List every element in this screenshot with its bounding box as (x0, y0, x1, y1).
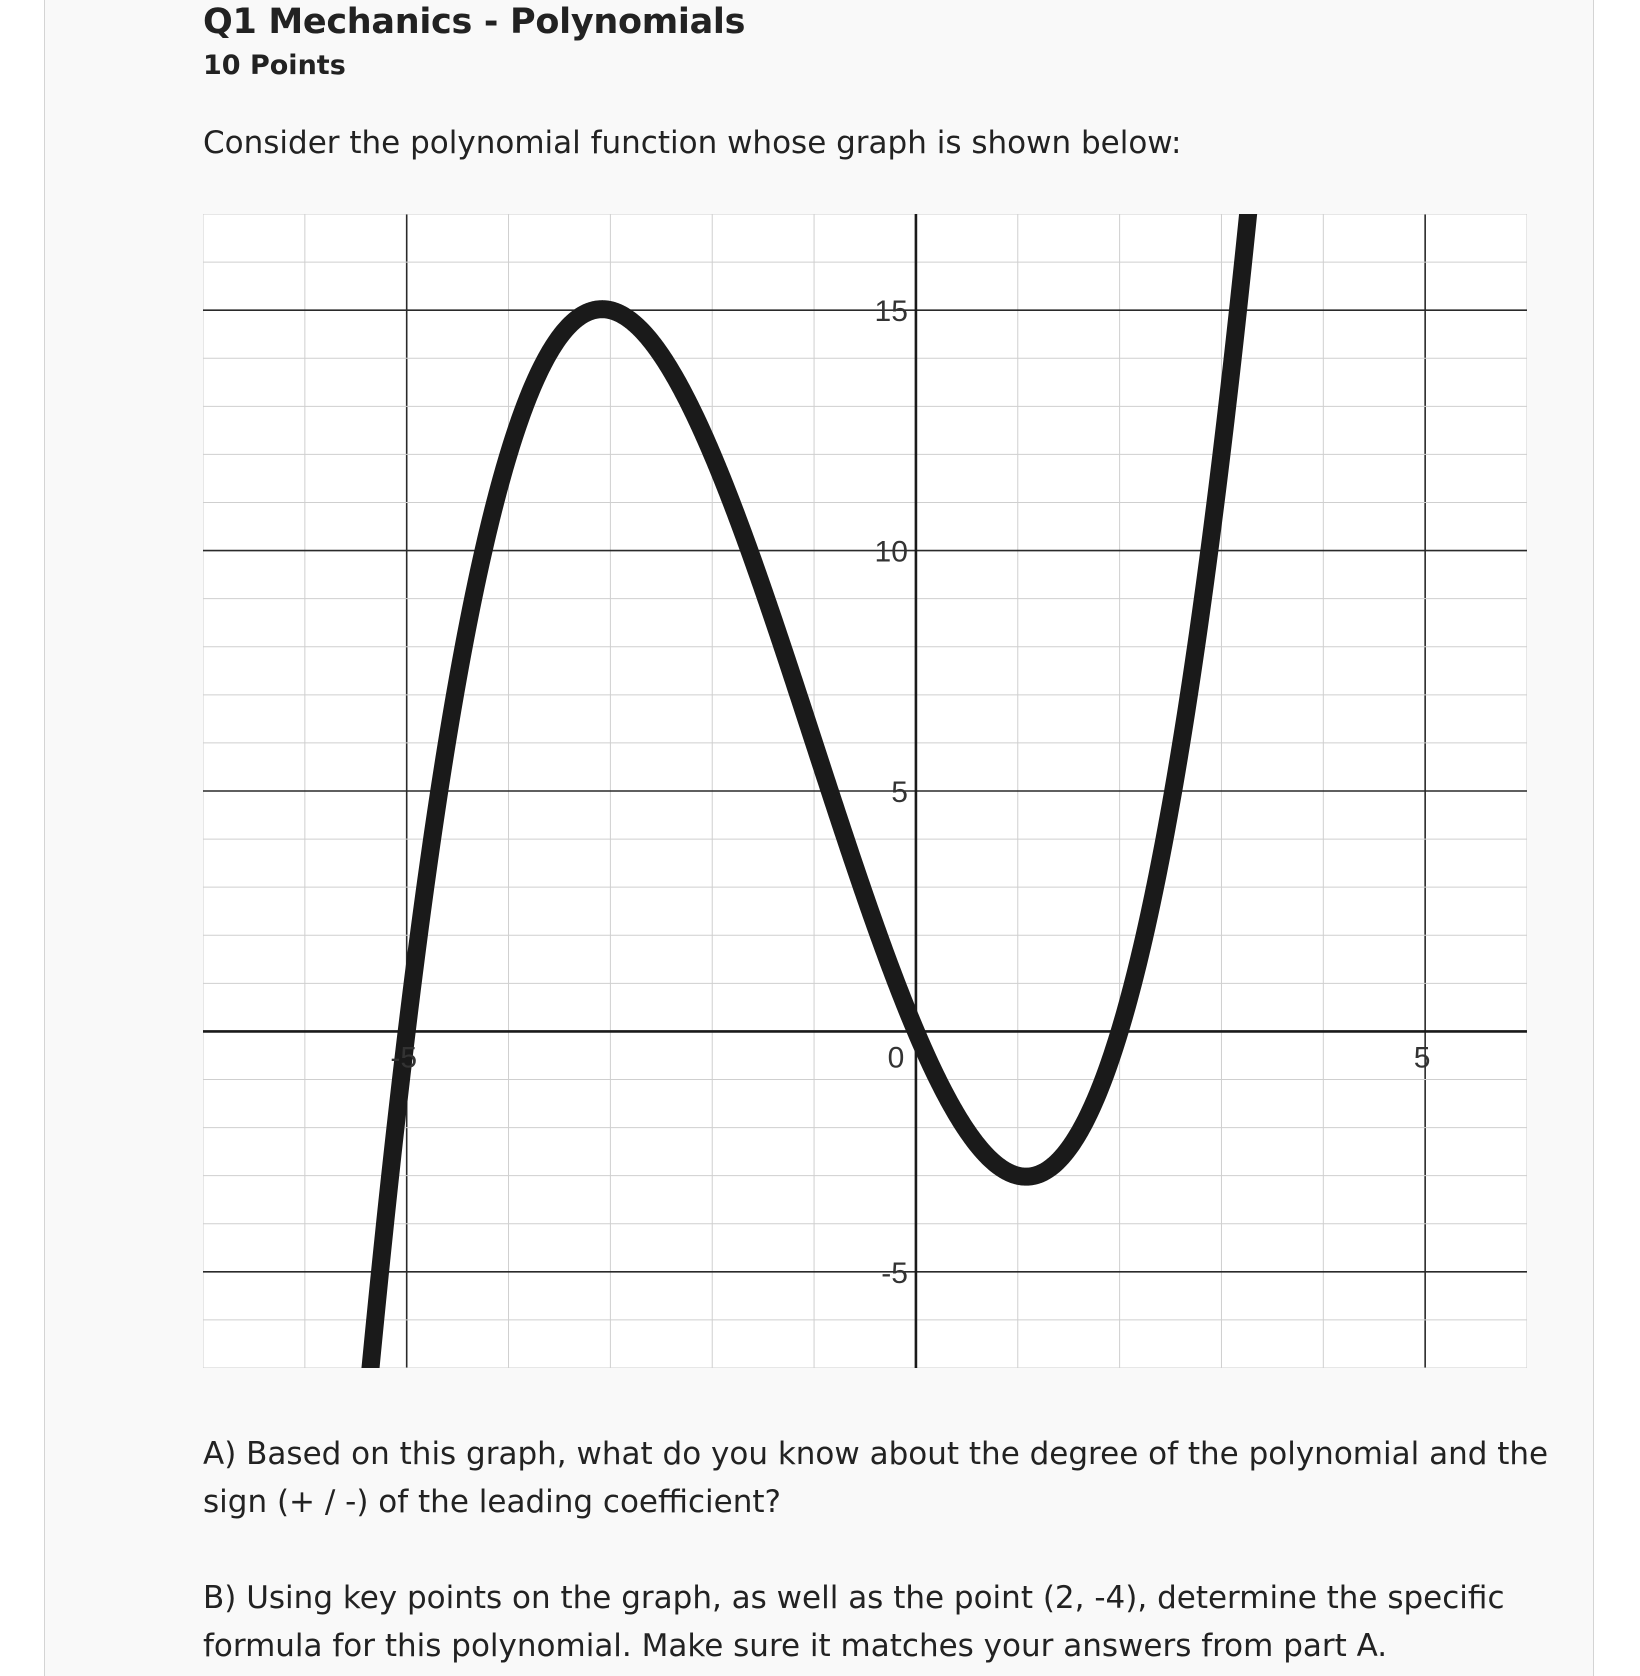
question-title: Q1 Mechanics - Polynomials (203, 2, 746, 42)
part-b-text (203, 1574, 1505, 1670)
part-b-line-2: formula for this polynomial. Make sure it matches your answers from part A. (203, 1628, 1388, 1664)
x-tick-label: 5 (1413, 1041, 1431, 1075)
question-panel (44, 0, 1594, 1676)
part-a-line-2: sign (+ / -) of the leading coefficient? (203, 1484, 781, 1520)
question-intro: Consider the polynomial function whose graph is shown below: (203, 125, 1182, 161)
y-tick-label: 10 (874, 535, 908, 569)
y-tick-label: 15 (874, 295, 908, 329)
polynomial-graph (203, 214, 1527, 1368)
question-points: 10 Points (203, 50, 346, 81)
x-tick-label: -5 (390, 1041, 418, 1075)
part-b-line-1: B) Using key points on the graph, as well as the point (2, -4), determine the specific (203, 1580, 1505, 1616)
y-tick-label: 5 (891, 776, 908, 809)
part-a-text (203, 1430, 1548, 1526)
y-tick-label: -5 (881, 1256, 908, 1290)
chart-svg (203, 214, 1527, 1368)
part-a-line-1: A) Based on this graph, what do you know about the degree of the polynomial and the (203, 1436, 1549, 1472)
x-tick-label: 0 (887, 1041, 905, 1075)
